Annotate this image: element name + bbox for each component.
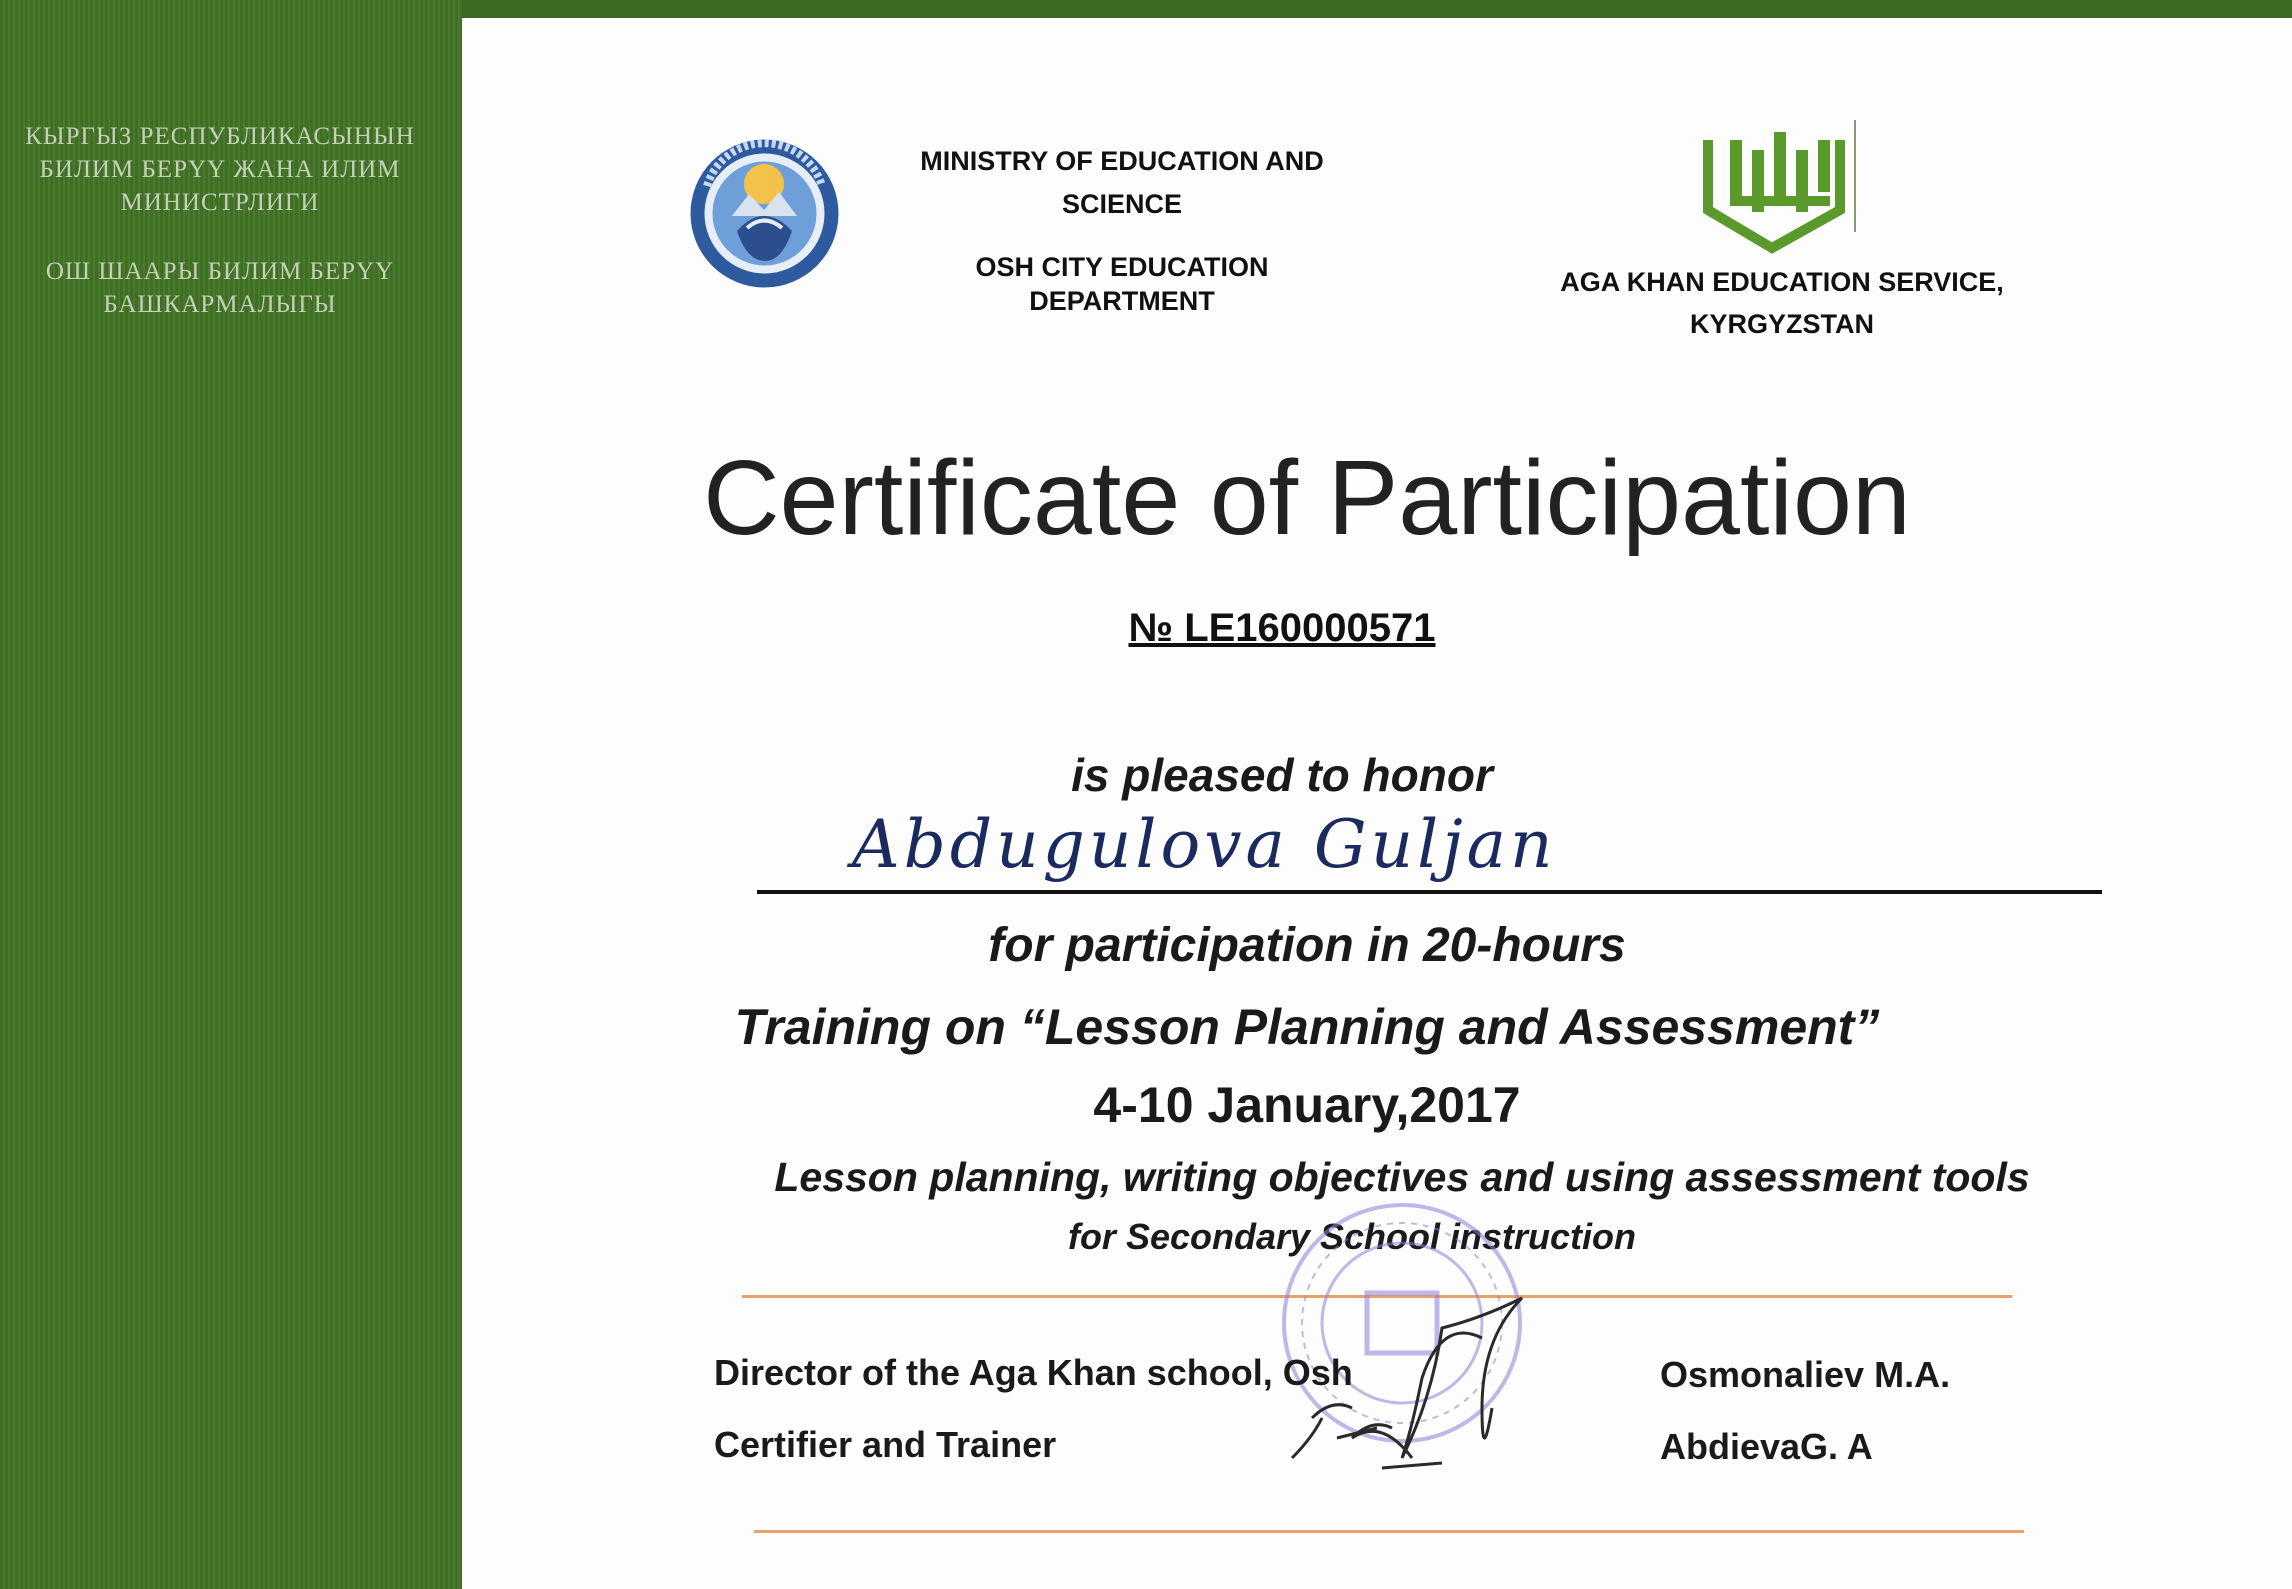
department-kyrgyz-text [0, 255, 440, 321]
director-name: Osmonaliev M.A. [1660, 1354, 1951, 1395]
trainer-name: AbdievaG. A [1660, 1426, 1873, 1467]
sidebar-line: БИЛИМ БЕРҮҮ ЖАНА ИЛИМ [39, 156, 401, 183]
certificate-number: № LE160000571 [1128, 606, 1436, 650]
training-topic: Lesson planning, writing objectives and using assessment tools [774, 1154, 2030, 1200]
ministry-heading [902, 140, 1342, 226]
aga-khan-heading [1522, 261, 2042, 345]
sidebar-line: ОШ ШААРЫ БИЛИМ БЕРҮҮ [45, 258, 395, 285]
recipient-name: Abdugulova Guljan [852, 806, 1557, 883]
sidebar-line: МИНИСТРЛИГИ [120, 189, 320, 216]
aga-khan-logo-icon [1700, 120, 1860, 260]
participation-text: for participation in 20-hours [988, 919, 1626, 972]
department-line: OSH CITY EDUCATION [975, 252, 1269, 282]
certificate-title: Certificate of Participation [703, 439, 1911, 557]
training-title: Training on “Lesson Planning and Assessment” [734, 999, 1880, 1055]
ministry-kyrgyz-text [0, 120, 440, 219]
aga-khan-line: AGA KHAN EDUCATION SERVICE, [1560, 267, 2004, 297]
separator-bottom [754, 1530, 2024, 1533]
kyrgyz-emblem-icon [687, 136, 842, 291]
sidebar-panel [0, 0, 462, 1589]
recipient-underline [757, 890, 2102, 894]
honor-text: is pleased to honor [1071, 749, 1493, 801]
training-dates: 4-10 January,2017 [1093, 1077, 1521, 1133]
trainer-role: Certifier and Trainer [714, 1424, 1057, 1465]
ministry-line: SCIENCE [1061, 189, 1183, 219]
sidebar-line: БАШКАРМАЛЫГЫ [103, 291, 337, 318]
ministry-line: MINISTRY OF EDUCATION AND [920, 146, 1324, 176]
department-heading [902, 250, 1342, 318]
department-line: DEPARTMENT [1029, 286, 1215, 316]
certificate-paper [462, 18, 2292, 1589]
instruction-text: for Secondary School instruction [1067, 1216, 1637, 1257]
director-role: Director of the Aga Khan school, Osh [714, 1352, 1353, 1393]
aga-khan-line: KYRGYZSTAN [1689, 309, 1874, 339]
sidebar-line: КЫРГЫЗ РЕСПУБЛИКАСЫНЫН [25, 123, 415, 150]
